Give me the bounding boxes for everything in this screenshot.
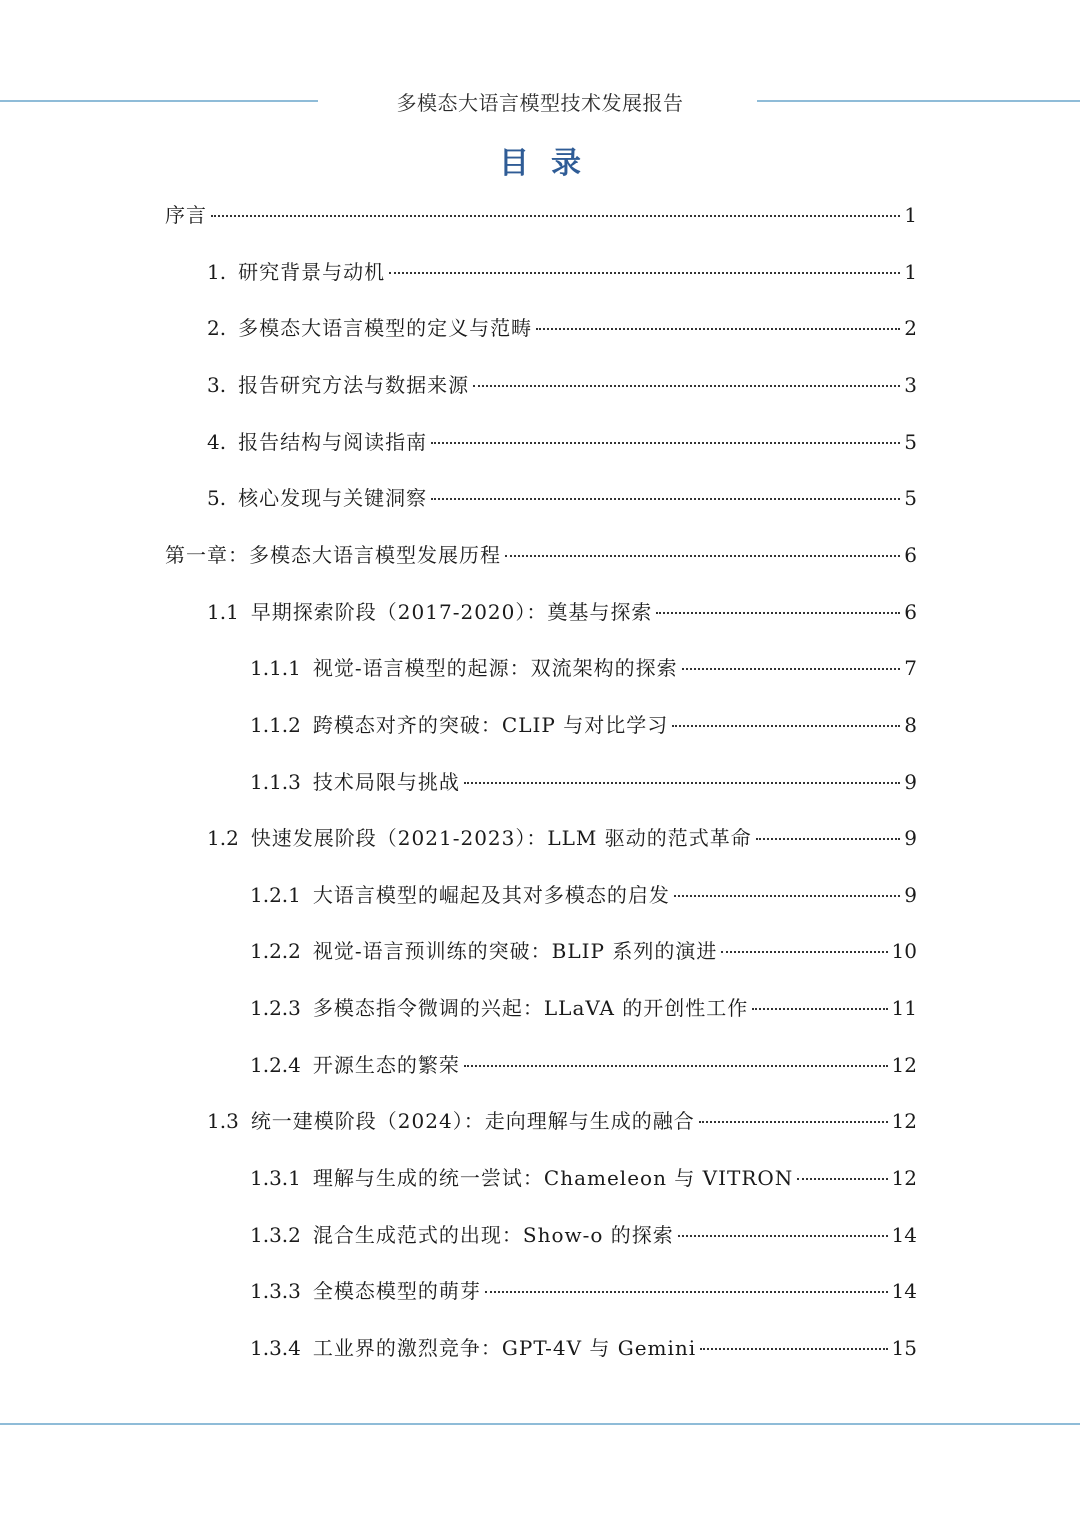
toc-entry-number: 1.2.4 (250, 1053, 301, 1077)
toc-entry-number: 1.1.1 (250, 656, 301, 680)
toc-entry-label: 跨模态对齐的突破：CLIP 与对比学习 (312, 713, 669, 737)
toc-entry[interactable] (250, 937, 917, 965)
toc-entry-page-number: 1 (904, 260, 917, 284)
toc-entry[interactable] (165, 541, 917, 569)
footer-rule (0, 1423, 1080, 1425)
toc-entry-page-number: 5 (904, 486, 917, 510)
toc-entry-number: 1.3.2 (250, 1223, 301, 1247)
toc-entry[interactable] (207, 824, 917, 852)
toc-entry-label: 序言 (165, 203, 207, 227)
toc-entry-number: 1.2 (207, 826, 239, 850)
toc-entry-label: 多模态指令微调的兴起：LLaVA 的开创性工作 (312, 996, 749, 1020)
toc-entry[interactable] (250, 1221, 917, 1249)
toc-entry[interactable] (207, 598, 917, 626)
toc-entry[interactable] (207, 258, 917, 286)
toc-dot-leader (656, 612, 900, 614)
toc-entry[interactable] (250, 1051, 917, 1079)
toc-entry-number: 3. (207, 373, 227, 397)
toc-entry-page-number: 12 (891, 1109, 917, 1133)
toc-entry-label: 技术局限与挑战 (312, 770, 460, 794)
toc-entry-number: 1.1.2 (250, 713, 301, 737)
toc-entry[interactable] (250, 994, 917, 1022)
toc-entry-label: 多模态大语言模型的定义与范畴 (238, 316, 533, 340)
toc-entry-number: 1.2.1 (250, 883, 301, 907)
toc-dot-leader (678, 1235, 888, 1237)
toc-entry-number: 1.3.4 (250, 1336, 301, 1360)
toc-entry[interactable] (250, 711, 917, 739)
toc-entry-label: 工业界的激烈竞争：GPT-4V 与 Gemini (312, 1336, 697, 1360)
toc-entry-page-number: 6 (904, 543, 917, 567)
document-header-title: 多模态大语言模型技术发展报告 (396, 91, 684, 115)
toc-entry-number: 1.3 (207, 1109, 239, 1133)
toc-entry[interactable] (250, 768, 917, 796)
toc-entry[interactable] (207, 314, 917, 342)
toc-entry-page-number: 1 (904, 203, 917, 227)
toc-entry-page-number: 10 (891, 939, 917, 963)
toc-dot-leader (431, 498, 900, 500)
toc-entry-label: 早期探索阶段（2017-2020）：奠基与探索 (250, 600, 653, 624)
toc-entry-label: 全模态模型的萌芽 (312, 1279, 481, 1303)
toc-entry-page-number: 7 (904, 656, 917, 680)
toc-entry-number: 1.2.3 (250, 996, 301, 1020)
toc-entry-page-number: 15 (891, 1336, 917, 1360)
toc-entry[interactable] (250, 1334, 917, 1362)
toc-entry[interactable] (207, 1107, 917, 1135)
toc-entry-label: 开源生态的繁荣 (312, 1053, 460, 1077)
toc-entry-label: 研究背景与动机 (238, 260, 386, 284)
toc-entry[interactable] (207, 428, 917, 456)
toc-entry-label: 视觉-语言模型的起源：双流架构的探索 (312, 656, 678, 680)
toc-entry-label: 快速发展阶段（2021-2023）：LLM 驱动的范式革命 (250, 826, 752, 850)
toc-entry-label: 大语言模型的崛起及其对多模态的启发 (312, 883, 670, 907)
toc-dot-leader (756, 838, 901, 840)
toc-entry[interactable] (207, 371, 917, 399)
toc-dot-leader (699, 1121, 888, 1123)
toc-entry-number: 1.1.3 (250, 770, 301, 794)
toc-dot-leader (473, 385, 900, 387)
toc-heading: 目录 (499, 146, 603, 181)
toc-dot-leader (672, 725, 900, 727)
toc-entry[interactable] (165, 201, 917, 229)
toc-dot-leader (485, 1291, 888, 1293)
toc-entry-label: 混合生成范式的出现：Show-o 的探索 (312, 1223, 674, 1247)
toc-entry-page-number: 6 (904, 600, 917, 624)
toc-entry-label: 报告结构与阅读指南 (238, 430, 428, 454)
toc-entry[interactable] (250, 1277, 917, 1305)
toc-entry[interactable] (207, 484, 917, 512)
toc-entry-page-number: 9 (904, 883, 917, 907)
toc-entry-page-number: 2 (904, 316, 917, 340)
toc-dot-leader (700, 1348, 887, 1350)
toc-dot-leader (389, 272, 900, 274)
toc-entry-label: 核心发现与关键洞察 (238, 486, 428, 510)
toc-entry-number: 4. (207, 430, 227, 454)
toc-entry-page-number: 5 (904, 430, 917, 454)
toc-entry-number: 1.1 (207, 600, 239, 624)
toc-entry-number: 1.2.2 (250, 939, 301, 963)
toc-dot-leader (752, 1008, 887, 1010)
toc-entry-label: 第一章：多模态大语言模型发展历程 (165, 543, 501, 567)
toc-entry-number: 2. (207, 316, 227, 340)
toc-entry-page-number: 11 (891, 996, 917, 1020)
toc-dot-leader (721, 951, 887, 953)
toc-dot-leader (682, 668, 901, 670)
toc-entry-number: 1. (207, 260, 227, 284)
header-rule-right (757, 100, 1080, 102)
toc-entry[interactable] (250, 881, 917, 909)
toc-entry-label: 统一建模阶段（2024）：走向理解与生成的融合 (250, 1109, 695, 1133)
toc-dot-leader (674, 895, 900, 897)
toc-dot-leader (464, 1065, 888, 1067)
toc-entry-number: 1.3.3 (250, 1279, 301, 1303)
toc-entry-page-number: 14 (891, 1279, 917, 1303)
toc-dot-leader (536, 328, 900, 330)
toc-entry-page-number: 9 (904, 770, 917, 794)
toc-entry-number: 1.3.1 (250, 1166, 301, 1190)
toc-dot-leader (797, 1178, 887, 1180)
toc-entry-number: 5. (207, 486, 227, 510)
toc-entry-label: 报告研究方法与数据来源 (238, 373, 470, 397)
toc-entry-page-number: 12 (891, 1166, 917, 1190)
toc-dot-leader (211, 215, 900, 217)
toc-dot-leader (505, 555, 900, 557)
toc-entry-page-number: 9 (904, 826, 917, 850)
toc-dot-leader (431, 442, 900, 444)
toc-entry-page-number: 12 (891, 1053, 917, 1077)
toc-entry-page-number: 3 (904, 373, 917, 397)
toc-dot-leader (464, 782, 900, 784)
toc-entry-label: 视觉-语言预训练的突破：BLIP 系列的演进 (312, 939, 718, 963)
toc-entry-page-number: 14 (891, 1223, 917, 1247)
toc-entry[interactable] (250, 654, 917, 682)
toc-entry-label: 理解与生成的统一尝试：Chameleon 与 VITRON (312, 1166, 794, 1190)
toc-entry-page-number: 8 (904, 713, 917, 737)
toc-entry[interactable] (250, 1164, 917, 1192)
